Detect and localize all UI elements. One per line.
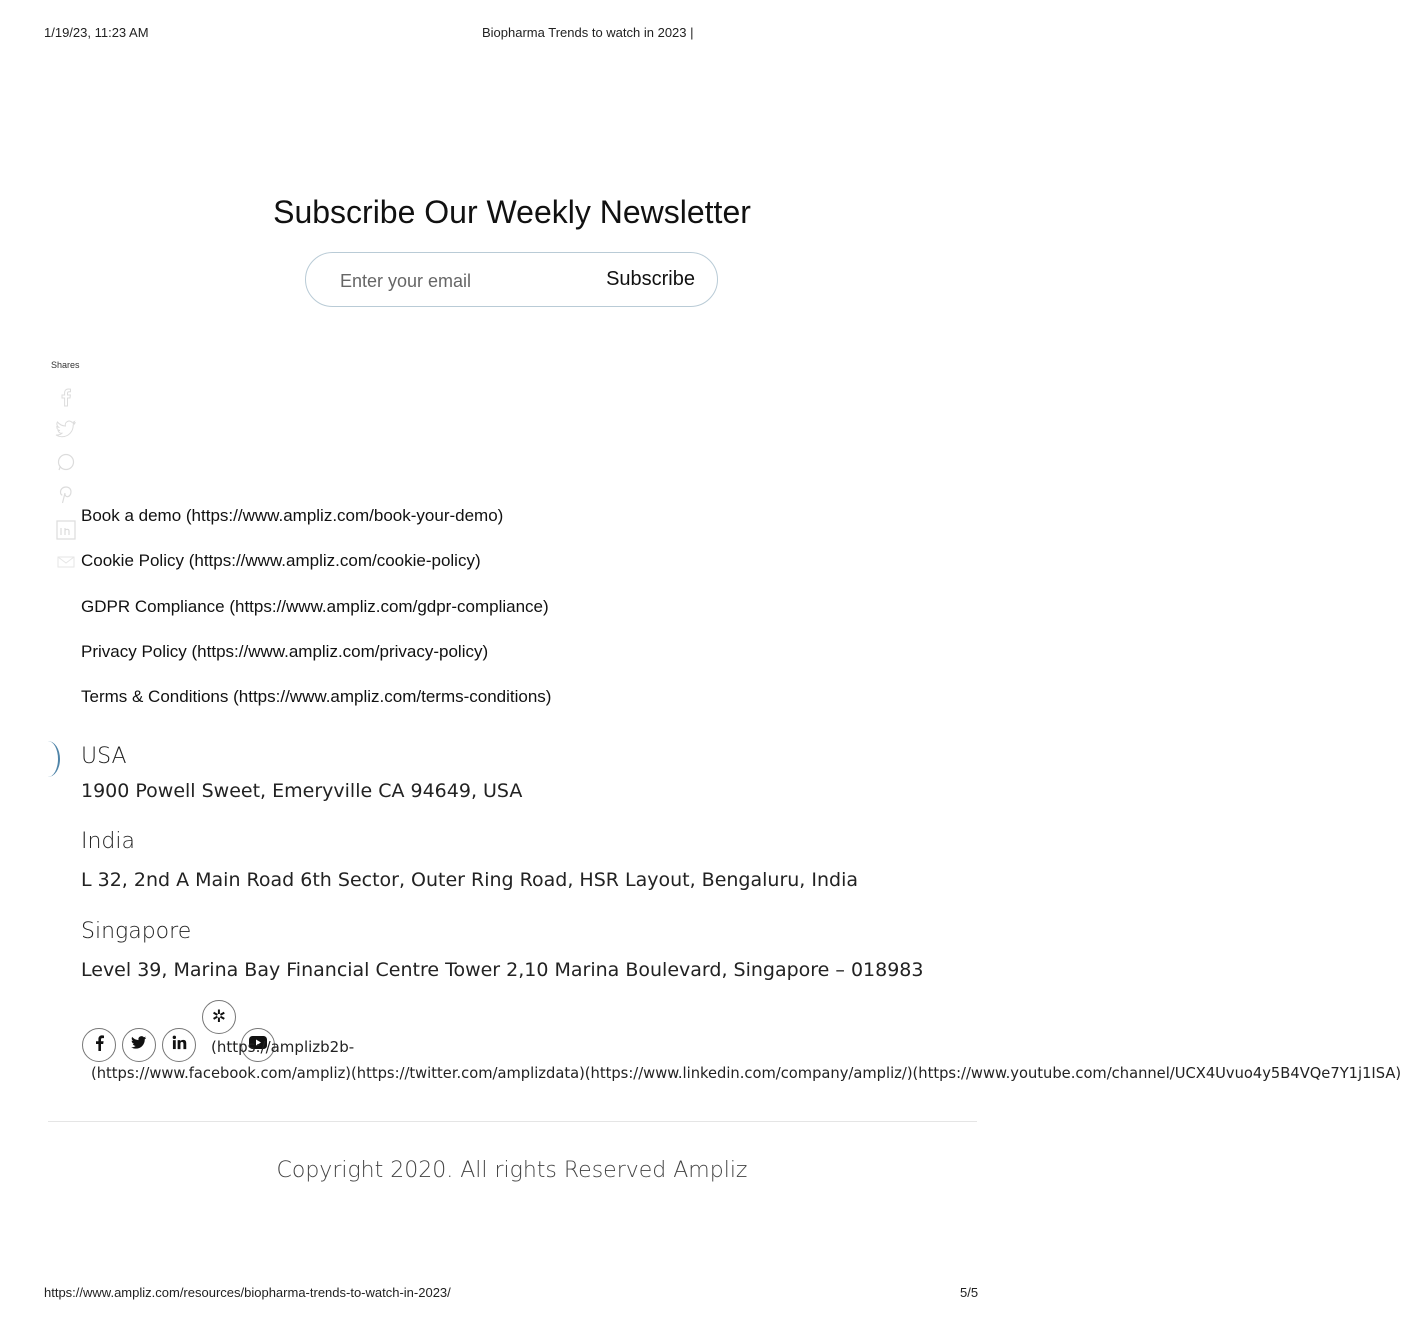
newsletter-title: Subscribe Our Weekly Newsletter <box>273 194 751 230</box>
gdpr-compliance-link[interactable]: GDPR Compliance (https://www.ampliz.com/gdpr-compliance) <box>81 597 549 616</box>
facebook-icon[interactable] <box>56 388 76 411</box>
newsletter-form <box>305 252 718 307</box>
twitter-icon[interactable] <box>56 421 76 442</box>
terms-conditions-link[interactable]: Terms & Conditions (https://www.ampliz.com/terms-conditions) <box>81 687 552 706</box>
location-heading-india: India <box>81 829 135 854</box>
gear-icon: ✲ <box>211 1007 227 1027</box>
email-icon[interactable] <box>56 555 76 573</box>
loading-spinner-icon <box>36 741 60 777</box>
print-doc-title: Biopharma Trends to watch in 2023 | <box>482 25 694 40</box>
subscribe-button[interactable]: Subscribe <box>606 268 695 290</box>
linkedin-social-button[interactable] <box>162 1028 196 1062</box>
shares-label: Shares <box>51 360 80 370</box>
pinterest-icon[interactable] <box>56 486 76 509</box>
whatsapp-icon[interactable] <box>56 453 76 476</box>
email-input[interactable] <box>338 267 582 295</box>
cookie-policy-link[interactable]: Cookie Policy (https://www.ampliz.com/cookie-policy) <box>81 551 481 570</box>
copyright-text: Copyright 2020. All rights Reserved Ampliz <box>276 1158 748 1183</box>
location-address-singapore: Level 39, Marina Bay Financial Centre Tower 2,10 Marina Boulevard, Singapore – 018983 <box>81 959 924 981</box>
print-page-url: https://www.ampliz.com/resources/biopharma-trends-to-watch-in-2023/ <box>44 1285 451 1300</box>
book-demo-link[interactable]: Book a demo (https://www.ampliz.com/book-your-demo) <box>81 506 504 525</box>
privacy-policy-link[interactable]: Privacy Policy (https://www.ampliz.com/privacy-policy) <box>81 642 489 661</box>
location-heading-usa: USA <box>81 744 127 769</box>
print-datetime: 1/19/23, 11:23 AM <box>44 25 149 40</box>
settings-social-button[interactable] <box>202 1000 236 1034</box>
location-address-usa: 1900 Powell Sweet, Emeryville CA 94649, USA <box>81 780 523 802</box>
facebook-social-button[interactable] <box>82 1028 116 1062</box>
twitter-social-button[interactable] <box>122 1028 156 1062</box>
social-url-line-1: (https://amplizb2b- <box>211 1038 355 1056</box>
print-page-number: 5/5 <box>960 1285 979 1300</box>
footer-divider <box>48 1121 977 1122</box>
twitter-icon <box>131 1036 147 1054</box>
location-address-india: L 32, 2nd A Main Road 6th Sector, Outer Ring Road, HSR Layout, Bengaluru, India <box>81 869 859 891</box>
location-heading-singapore: Singapore <box>81 919 192 944</box>
linkedin-icon <box>172 1035 187 1055</box>
facebook-icon <box>95 1035 104 1056</box>
linkedin-icon[interactable] <box>56 520 76 545</box>
social-url-line-2: (https://www.facebook.com/ampliz)(https://twitter.com/amplizdata)(https://www.linkedin.com/company/ampliz/)(https://www.youtube.com/channel/UCX4Uvuo4y5B4VQe7Y1j1ISA) <box>91 1065 1401 1082</box>
